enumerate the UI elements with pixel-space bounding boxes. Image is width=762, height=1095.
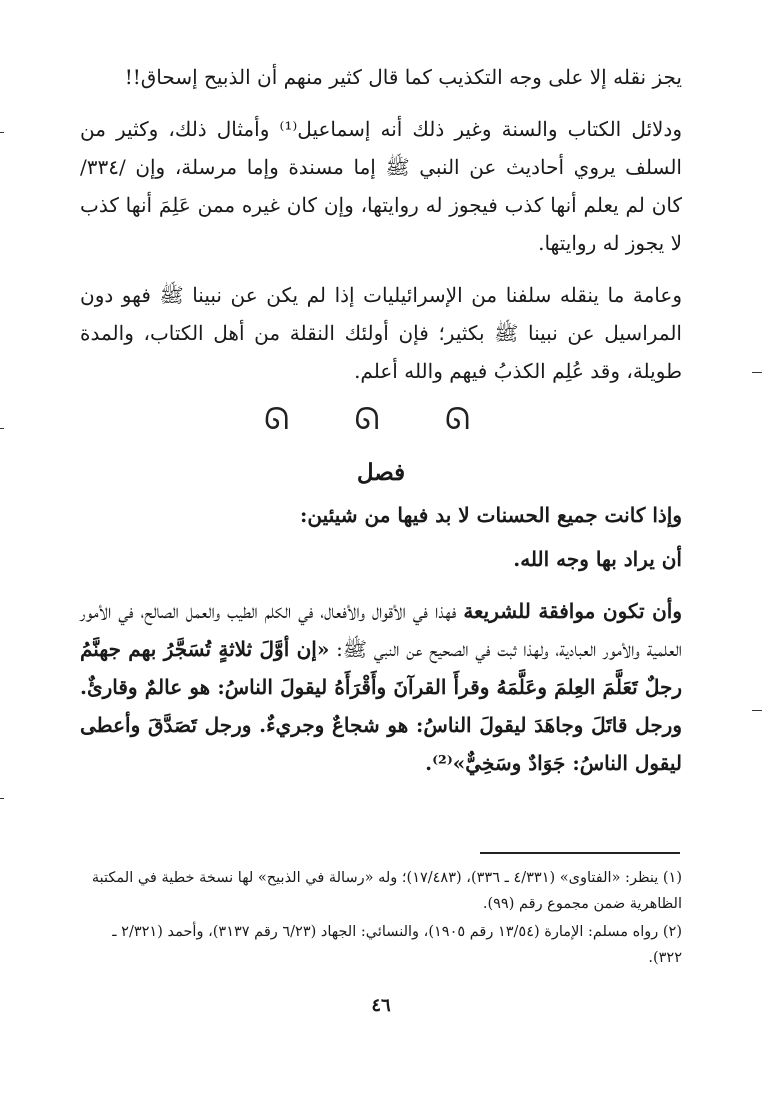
page-number: ٤٦ bbox=[371, 995, 391, 1016]
margin-tick-right bbox=[752, 372, 762, 373]
paragraph-1: يجز نقله إلا على وجه التكذيب كما قال كثير منهم أن الذبيح إسحاق!! bbox=[124, 65, 682, 89]
footnotes bbox=[80, 865, 682, 973]
paragraph-3: وعامة ما ينقله سلفنا من الإسرائيليات إذا لم يكن عن نبينا ﷺ فهو دون المراسيل عن نبينا ﷺ بكثير؛ فإن أولئك النقلة من أهل الكتاب، والمدة طويلة، وقد عُلِم الكذبُ فيهم والله أعلم. bbox=[80, 283, 682, 383]
paragraph-4 bbox=[80, 592, 682, 782]
paragraph-2: ودلائل الكتاب والسنة وغير ذلك أنه إسماعيل⁽¹⁾ وأمثال ذلك، وكثير من السلف يروي أحاديث عن النبي ﷺ إما مسندة وإما مرسلة، وإن /٣٣٤/ كان لم يعلم أنها كذب فيجوز له روايتها، وإن كان غيره ممن عَلِمَ أنها كذب لا يجوز له روايتها. bbox=[80, 117, 682, 255]
statement-line-2: أن يراد بها وجه الله. bbox=[513, 547, 682, 571]
margin-tick-left bbox=[0, 428, 4, 429]
hadith-quote: «إن أوَّلَ ثلاثةٍ تُسَجَّرُ بهم جهنَّمُ رجلٌ تَعَلَّمَ العِلمَ وعَلَّمَهُ وقرأَ القرآنَ وأَقْرَأَهُ ليقولَ الناسُ: هو عالمٌ وقارئٌ. ورجل قاتَلَ وجاهَدَ ليقولَ الناسُ: هو شجاعٌ وجريءٌ. ورجل تَصَدَّقَ وأعطى ليقول الناسُ: جَوَادٌ وسَخِيٌّ»⁽²⁾. bbox=[80, 637, 683, 775]
section-heading: فصل bbox=[356, 459, 406, 486]
paragraph-4-text: فهذا في الأقوال والأفعال، في الكلم الطيب والعمل الصالح، في الأمور العلمية والأمور العبادية، ولهذا ثبت في الصحيح عن النبي ﷺ: bbox=[80, 599, 682, 661]
statement-line-1: وإذا كانت جميع الحسنات لا بد فيها من شيئين: bbox=[300, 503, 682, 527]
footnote-separator bbox=[480, 852, 680, 854]
margin-tick-right bbox=[752, 710, 762, 711]
section-divider-ornament: ᘏ ᘏ ᘏ bbox=[264, 402, 498, 437]
paragraph-4-lead: وأن تكون موافقة للشريعة bbox=[463, 599, 682, 623]
page-body bbox=[80, 58, 682, 782]
margin-tick-left bbox=[0, 132, 4, 133]
footnote-2: (٢) رواه مسلم: الإمارة (١٣/٥٤ رقم ١٩٠٥)، والنسائي: الجهاد (٦/٢٣ رقم ٣١٣٧)، وأحمد (٢/٣٢١ ـ ٣٢٢). bbox=[112, 924, 682, 966]
margin-tick-left bbox=[0, 798, 4, 799]
footnote-1: (١) ينظر: «الفتاوى» (٤/٣٣١ ـ ٣٣٦)، (١٧/٤٨٣)؛ وله «رسالة في الذبيح» لها نسخة خطية في المكتبة الظاهرية ضمن مجموع رقم (٩٩). bbox=[91, 870, 682, 912]
